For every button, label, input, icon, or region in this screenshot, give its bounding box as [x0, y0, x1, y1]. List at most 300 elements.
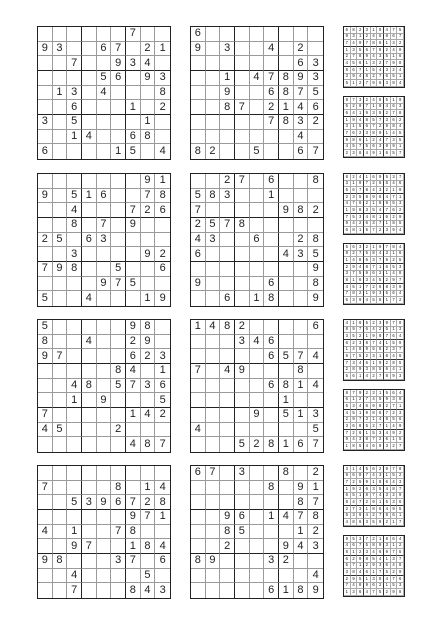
sudoku-cell: 8 [371, 214, 378, 221]
sudoku-cell: 5 [364, 543, 371, 550]
sudoku-cell: 4 [351, 110, 358, 117]
sudoku-cell [111, 247, 126, 262]
sudoku-cell [220, 481, 235, 496]
sudoku-cell: 6 [391, 513, 398, 520]
sudoku-cell: 9 [312, 584, 319, 597]
sudoku-cell: 8 [357, 150, 364, 157]
sudoku-cell: 2 [391, 569, 398, 576]
sudoku-cell: 7 [397, 443, 404, 450]
sudoku-cell: 5 [391, 583, 398, 590]
sudoku-cell [67, 144, 82, 159]
sudoku-cell: 8 [294, 364, 309, 379]
sudoku-cell: 2 [126, 335, 141, 350]
sudoku-cell [67, 174, 82, 189]
sudoku-cell [155, 115, 170, 130]
sudoku-cell [206, 481, 221, 496]
sudoku-cell: 2 [308, 203, 323, 218]
sudoku-cell [155, 233, 170, 248]
sudoku-cell: 9 [391, 60, 398, 67]
sudoku-cell: 5 [344, 513, 351, 520]
sudoku-cell: 5 [344, 244, 351, 251]
sudoku-cell: 5 [351, 284, 358, 291]
sudoku-cell: 7 [111, 277, 126, 292]
sudoku-cell: 7 [235, 174, 250, 189]
sudoku-cell: 9 [141, 247, 156, 262]
sudoku-cell: 8 [344, 549, 351, 556]
sudoku-cell: 9 [126, 510, 141, 525]
sudoku-cell: 5 [206, 218, 221, 233]
sudoku-cell: 6 [250, 233, 265, 248]
sudoku-cell: 9 [357, 40, 364, 47]
sudoku-cell: 6 [351, 130, 358, 137]
sudoku-cell [279, 335, 294, 350]
sudoku-cell [220, 379, 235, 394]
sudoku-cell: 5 [351, 333, 358, 340]
sudoku-cell: 6 [344, 297, 351, 304]
sudoku-cell: 9 [384, 320, 391, 327]
sudoku-cell: 7 [357, 543, 364, 550]
sudoku-cell: 6 [364, 360, 371, 367]
sudoku-cell: 6 [391, 207, 398, 214]
sudoku-cell: 5 [357, 271, 364, 278]
sudoku-cell: 6 [357, 519, 364, 526]
sudoku-cell: 8 [155, 86, 170, 101]
sudoku-cell [53, 379, 68, 394]
sudoku-cell [38, 100, 53, 115]
sudoku-cell: 8 [384, 34, 391, 41]
sudoku-cell: 3 [364, 207, 371, 214]
sudoku-cell: 7 [364, 536, 371, 543]
sudoku-cell: 6 [126, 130, 141, 145]
sudoku-cell [264, 495, 279, 510]
sudoku-cell: 4 [371, 97, 378, 104]
sudoku-cell: 7 [377, 423, 384, 430]
sudoku-cell: 6 [264, 174, 279, 189]
sudoku-cell: 7 [364, 397, 371, 404]
sudoku-cell [220, 130, 235, 145]
sudoku-cell: 3 [344, 124, 351, 131]
sudoku-cell [191, 510, 206, 525]
sudoku-cell: 8 [364, 194, 371, 201]
sudoku-cell: 1 [364, 60, 371, 67]
sudoku-cell: 4 [364, 214, 371, 221]
sudoku-cell: 3 [397, 479, 404, 486]
sudoku-cell: 9 [371, 403, 378, 410]
sudoku-cell: 9 [351, 486, 358, 493]
sudoku-cell: 5 [67, 189, 82, 204]
sudoku-cell [126, 86, 141, 101]
sudoku-cell [53, 218, 68, 233]
sudoku-cell: 3 [391, 40, 398, 47]
sudoku-cell [82, 42, 97, 57]
sudoku-cell: 7 [391, 320, 398, 327]
sudoku-cell: 7 [371, 227, 378, 234]
sudoku-cell [308, 27, 323, 42]
sudoku-cell: 1 [155, 174, 170, 189]
sudoku-cell: 8 [391, 124, 398, 131]
sudoku-cell: 4 [364, 513, 371, 520]
sudoku-cell: 8 [391, 244, 398, 251]
sudoku-cell: 1 [384, 297, 391, 304]
sudoku-cell: 5 [397, 506, 404, 513]
sudoku-cell [97, 335, 112, 350]
sudoku-cell: 4 [67, 569, 82, 584]
sudoku-cell: 6 [220, 291, 235, 306]
sudoku-cell: 9 [357, 513, 364, 520]
sudoku-cell: 7 [384, 410, 391, 417]
sudoku-cell: 3 [377, 320, 384, 327]
sudoku-cell: 4 [377, 67, 384, 74]
sudoku-cell: 8 [397, 589, 404, 596]
sudoku-cell: 9 [391, 430, 398, 437]
sudoku-solution-8 [343, 535, 405, 597]
sudoku-cell: 2 [397, 297, 404, 304]
sudoku-cell: 1 [126, 100, 141, 115]
sudoku-cell: 5 [279, 408, 294, 423]
sudoku-cell: 3 [159, 584, 166, 597]
sudoku-cell [191, 525, 206, 540]
sudoku-cell: 1 [364, 137, 371, 144]
sudoku-cell: 4 [191, 423, 206, 438]
sudoku-cell: 7 [141, 510, 156, 525]
sudoku-cell: 8 [397, 466, 404, 473]
sudoku-cell: 6 [391, 34, 398, 41]
sudoku-cell: 1 [351, 80, 358, 87]
sudoku-cell [53, 56, 68, 71]
sudoku-cell: 5 [371, 297, 378, 304]
sudoku-cell: 2 [391, 257, 398, 264]
sudoku-cell: 8 [397, 397, 404, 404]
sudoku-cell [220, 233, 235, 248]
sudoku-cell: 9 [294, 481, 309, 496]
sudoku-cell: 1 [384, 583, 391, 590]
sudoku-cell [82, 481, 97, 496]
sudoku-cell: 8 [111, 481, 126, 496]
sudoku-cell [308, 189, 323, 204]
sudoku-cell: 9 [126, 218, 141, 233]
sudoku-cell [38, 364, 53, 379]
sudoku-cell: 3 [351, 194, 358, 201]
sudoku-cell: 1 [279, 100, 294, 115]
sudoku-cell: 5 [384, 499, 391, 506]
sudoku-cell [250, 349, 265, 364]
sudoku-cell: 9 [364, 271, 371, 278]
sudoku-cell: 7 [357, 251, 364, 258]
sudoku-cell: 4 [377, 493, 384, 500]
sudoku-cell: 2 [371, 137, 378, 144]
sudoku-cell [206, 42, 221, 57]
sudoku-cell: 8 [344, 327, 351, 334]
sudoku-cell: 4 [397, 390, 404, 397]
sudoku-cell [206, 277, 221, 292]
sudoku-cell: 5 [364, 466, 371, 473]
sudoku-cell: 5 [357, 47, 364, 54]
sudoku-cell [294, 174, 309, 189]
sudoku-cell: 9 [38, 349, 53, 364]
sudoku-cell: 8 [82, 379, 97, 394]
sudoku-cell: 8 [294, 583, 309, 598]
sudoku-cell: 2 [391, 67, 398, 74]
sudoku-cell [279, 481, 294, 496]
sudoku-cell [111, 100, 126, 115]
sudoku-cell: 2 [235, 320, 250, 335]
sudoku-cell: 7 [344, 430, 351, 437]
sudoku-cell: 8 [391, 80, 398, 87]
sudoku-cell [220, 349, 235, 364]
sudoku-cell: 9 [397, 569, 404, 576]
sudoku-cell: 4 [141, 408, 156, 423]
sudoku-cell: 8 [384, 373, 391, 380]
sudoku-cell [82, 262, 97, 277]
sudoku-cell: 6 [126, 349, 141, 364]
sudoku-cell: 1 [371, 244, 378, 251]
sudoku-cell [82, 144, 97, 159]
sudoku-cell [97, 320, 112, 335]
sudoku-cell: 2 [377, 124, 384, 131]
sudoku-cell: 3 [308, 56, 323, 71]
sudoku-cell: 5 [371, 67, 378, 74]
sudoku-cell [220, 554, 235, 569]
sudoku-cell: 2 [391, 443, 398, 450]
sudoku-cell [155, 423, 170, 438]
sudoku-cell [264, 56, 279, 71]
sudoku-cell: 4 [294, 130, 309, 145]
sudoku-cell: 4 [344, 320, 351, 327]
sudoku-cell: 3 [391, 397, 398, 404]
sudoku-cell: 7 [38, 408, 53, 423]
sudoku-cell: 2 [351, 251, 358, 258]
sudoku-cell [82, 525, 97, 540]
sudoku-cell: 7 [126, 27, 141, 42]
sudoku-cell: 6 [357, 430, 364, 437]
sudoku-cell: 7 [344, 130, 351, 137]
sudoku-cell [206, 364, 221, 379]
sudoku-cell: 8 [391, 360, 398, 367]
sudoku-cell [126, 466, 141, 481]
sudoku-cell: 7 [364, 473, 371, 480]
sudoku-cell: 4 [384, 27, 391, 34]
sudoku-cell [155, 218, 170, 233]
sudoku-cell [308, 42, 323, 57]
sudoku-cell [126, 423, 141, 438]
sudoku-cell [82, 408, 97, 423]
sudoku-cell [279, 262, 294, 277]
sudoku-cell [53, 539, 68, 554]
sudoku-cell: 6 [377, 347, 384, 354]
sudoku-cell: 4 [344, 410, 351, 417]
sudoku-cell: 4 [126, 364, 141, 379]
sudoku-cell: 3 [351, 150, 358, 157]
sudoku-cell: 6 [364, 569, 371, 576]
sudoku-cell: 9 [220, 510, 235, 525]
sudoku-cell: 8 [364, 187, 371, 194]
sudoku-cell [155, 130, 170, 145]
sudoku-cell: 5 [111, 262, 126, 277]
sudoku-cell [250, 56, 265, 71]
sudoku-cell: 5 [391, 201, 398, 208]
sudoku-cell: 8 [351, 137, 358, 144]
sudoku-cell: 6 [308, 100, 323, 115]
sudoku-cell: 4 [351, 257, 358, 264]
sudoku-cell: 2 [351, 430, 358, 437]
sudoku-cell: 8 [364, 117, 371, 124]
sudoku-cell: 4 [82, 335, 97, 350]
sudoku-cell: 2 [279, 554, 294, 569]
sudoku-cell: 8 [279, 466, 294, 481]
sudoku-cell: 3 [377, 187, 384, 194]
sudoku-solution-3 [343, 173, 405, 235]
sudoku-cell [111, 408, 126, 423]
sudoku-cell: 3 [351, 297, 358, 304]
sudoku-cell [206, 393, 221, 408]
sudoku-cell: 9 [344, 251, 351, 258]
sudoku-cell [250, 320, 265, 335]
sudoku-cell [279, 218, 294, 233]
sudoku-cell: 2 [377, 466, 384, 473]
sudoku-cell [235, 379, 250, 394]
sudoku-cell: 7 [67, 56, 82, 71]
sudoku-cell: 5 [384, 174, 391, 181]
sudoku-cell [250, 247, 265, 262]
sudoku-cell: 9 [344, 137, 351, 144]
sudoku-cell [67, 481, 82, 496]
sudoku-cell: 4 [377, 251, 384, 258]
sudoku-cell: 7 [67, 583, 82, 598]
sudoku-cell: 1 [371, 417, 378, 424]
sudoku-cell: 5 [371, 347, 378, 354]
sudoku-cell [38, 466, 53, 481]
sudoku-cell: 4 [357, 174, 364, 181]
sudoku-cell: 5 [397, 27, 404, 34]
sudoku-cell [206, 525, 221, 540]
sudoku-cell: 1 [397, 144, 404, 151]
sudoku-cell [294, 218, 309, 233]
sudoku-cell [97, 115, 112, 130]
sudoku-cell [250, 393, 265, 408]
sudoku-cell [155, 569, 170, 584]
sudoku-cell: 2 [308, 115, 323, 130]
sudoku-cell: 4 [351, 221, 358, 228]
sudoku-cell: 1 [67, 393, 82, 408]
sudoku-cell [279, 364, 294, 379]
sudoku-cell [308, 130, 323, 145]
sudoku-cell: 9 [384, 549, 391, 556]
sudoku-cell [206, 437, 221, 452]
sudoku-cell: 2 [397, 430, 404, 437]
sudoku-cell: 4 [344, 284, 351, 291]
sudoku-cell: 6 [155, 262, 170, 277]
sudoku-cell [82, 56, 97, 71]
sudoku-cell: 1 [264, 510, 279, 525]
sudoku-cell: 9 [357, 390, 364, 397]
sudoku-cell: 5 [357, 194, 364, 201]
sudoku-cell: 9 [97, 495, 112, 510]
sudoku-cell: 9 [351, 327, 358, 334]
sudoku-cell: 5 [351, 493, 358, 500]
sudoku-cell: 8 [67, 262, 82, 277]
sudoku-cell [53, 466, 68, 481]
sudoku-cell [53, 100, 68, 115]
sudoku-cell [82, 203, 97, 218]
sudoku-cell: 9 [308, 262, 323, 277]
sudoku-cell [250, 495, 265, 510]
sudoku-cell: 2 [351, 340, 358, 347]
sudoku-cell [111, 320, 126, 335]
sudoku-cell [53, 569, 68, 584]
sudoku-cell: 7 [364, 181, 371, 188]
sudoku-cell [111, 27, 126, 42]
sudoku-cell: 6 [351, 67, 358, 74]
sudoku-cell: 4 [397, 291, 404, 298]
sudoku-cell: 3 [384, 493, 391, 500]
sudoku-cell: 8 [357, 423, 364, 430]
sudoku-cell: 6 [384, 74, 391, 81]
sudoku-cell [191, 291, 206, 306]
sudoku-cell: 5 [235, 525, 250, 540]
sudoku-cell [206, 174, 221, 189]
sudoku-cell: 8 [391, 221, 398, 228]
sudoku-cell: 7 [294, 349, 309, 364]
sudoku-cell: 9 [384, 201, 391, 208]
sudoku-cell: 1 [141, 291, 156, 306]
sudoku-cell [141, 393, 156, 408]
sudoku-cell: 6 [371, 466, 378, 473]
sudoku-cell: 3 [235, 335, 250, 350]
sudoku-cell: 7 [141, 189, 156, 204]
sudoku-cell [235, 56, 250, 71]
sudoku-cell: 1 [391, 327, 398, 334]
sudoku-cell: 5 [397, 130, 404, 137]
sudoku-cell [53, 174, 68, 189]
sudoku-cell: 2 [357, 80, 364, 87]
sudoku-cell [97, 130, 112, 145]
sudoku-cell: 6 [191, 247, 206, 262]
sudoku-cell: 9 [397, 47, 404, 54]
sudoku-cell: 4 [344, 201, 351, 208]
sudoku-cell [97, 481, 112, 496]
sudoku-cell: 9 [364, 347, 371, 354]
sudoku-cell: 9 [344, 473, 351, 480]
sudoku-cell: 8 [279, 379, 294, 394]
sudoku-cell: 7 [344, 583, 351, 590]
sudoku-cell: 8 [371, 367, 378, 374]
sudoku-cell [126, 569, 141, 584]
sudoku-cell: 9 [377, 130, 384, 137]
sudoku-cell: 4 [377, 417, 384, 424]
sudoku-cell: 6 [397, 353, 404, 360]
sudoku-cell [141, 144, 156, 159]
sudoku-cell [155, 525, 170, 540]
sudoku-cell: 6 [294, 437, 309, 452]
sudoku-cell: 7 [391, 27, 398, 34]
sudoku-cell: 5 [344, 104, 351, 111]
sudoku-cell [141, 554, 156, 569]
sudoku-cell: 3 [82, 495, 97, 510]
sudoku-cell: 9 [377, 244, 384, 251]
sudoku-cell: 3 [391, 284, 398, 291]
sudoku-cell: 5 [391, 340, 398, 347]
sudoku-cell [111, 115, 126, 130]
sudoku-cell: 5 [391, 264, 398, 271]
sudoku-cell: 1 [377, 390, 384, 397]
sudoku-cell [38, 495, 53, 510]
sudoku-cell [279, 525, 294, 540]
sudoku-cell: 7 [126, 203, 141, 218]
sudoku-cell [67, 437, 82, 452]
sudoku-cell [279, 189, 294, 204]
sudoku-cell: 4 [377, 137, 384, 144]
sudoku-cell: 6 [97, 42, 112, 57]
